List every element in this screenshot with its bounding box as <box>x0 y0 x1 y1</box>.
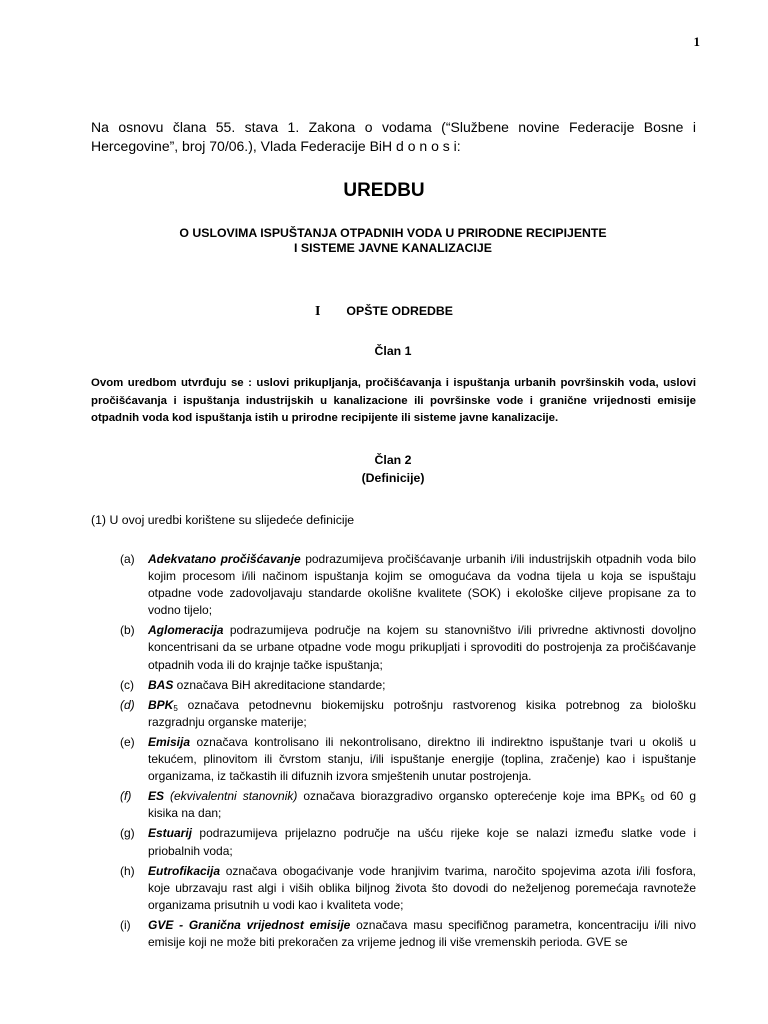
definition-text: označava biorazgradivo organsko opterećenje koje ima BPK <box>297 789 641 804</box>
section-title: OPŠTE ODREDBE <box>346 304 454 318</box>
definition-term: Emisija <box>148 734 191 749</box>
definition-item <box>120 551 696 619</box>
definition-marker: (d) <box>120 697 135 712</box>
definition-text: označava petodnevnu biokemijsku potrošnju rastvorenog kisika potrebnog za biološku razgradnju organske materije; <box>148 697 696 729</box>
definition-term: BPK <box>148 697 174 712</box>
definition-item <box>120 917 696 951</box>
definition-term-note: (ekvivalentni stanovnik) <box>164 789 298 804</box>
definition-text: označava obogaćivanje vode hranjivim tvarima, naročito spojevima azota i/ili fosfora, koje ubrzavaju rast algi i viših oblika biljnog života što dovodi do neželjenog poremećaja ravnoteže organizama prisutnih u vodi kao i kvaliteta vode; <box>148 863 696 912</box>
definition-marker: (c) <box>120 677 134 692</box>
article-1-text: Ovom uredbom utvrđuju se : uslovi prikupljanja, pročišćavanja i ispuštanja urbanih površinskih voda, uslovi pročišćavanja i ispuštanja industrijskih u kanalizacione ili površinske vode i granične vrijednosti emisije otpadnih voda kod ispuštanja istih u prirodne recipijente ili sisteme javne kanalizacije. <box>91 377 696 424</box>
definition-text: podrazumijeva pročišćavanje urbanih i/ili industrijskih otpadnih voda bilo kojim procesom i/ili načinom ispuštanja kojim se omogućava da vodna tijela u koja se ispuštaju otpadne vode zadovoljavaju standarde okolišne kvalitete (SOK) i ekološke ciljeve propisane za to vodno tijelo; <box>148 552 697 618</box>
subtitle-line-1: O USLOVIMA ISPUŠTANJA OTPADNIH VODA U PRIRODNE RECIPIJENTE <box>179 226 607 240</box>
article-1-heading: Član 1 <box>374 344 412 358</box>
definition-text: podrazumijeva područje na kojem su stanovništvo i/ili privredne aktivnosti dovoljno koncentrisani da se urbane otpadne vode mogu prikupljati i sprovoditi do postrojenja za pročišćavanje otpadnih voda ili do krajnje tačke ispuštanja; <box>148 623 696 672</box>
definition-term: GVE - Granična vrijednost emisije <box>148 917 351 932</box>
definition-marker: (i) <box>120 917 131 932</box>
document-subtitle <box>0 226 768 256</box>
document-title: UREDBU <box>343 180 425 201</box>
definition-text: označava BiH akreditacione standarde; <box>173 677 386 692</box>
definition-term-subscript: 5 <box>173 703 178 713</box>
definition-item <box>120 677 696 694</box>
definition-item <box>120 622 696 673</box>
definition-marker: (f) <box>120 789 132 804</box>
definition-marker: (h) <box>120 863 135 878</box>
page-number: 1 <box>693 34 700 49</box>
definition-item <box>120 788 696 822</box>
definition-text-continued: od 60 g kisika na dan; <box>148 789 697 821</box>
definition-term: ES <box>148 789 165 804</box>
definition-term: Aglomeracija <box>148 623 224 638</box>
definition-marker: (g) <box>120 826 135 841</box>
intro-paragraph: Na osnovu člana 55. stava 1. Zakona o vodama (“Službene novine Federacije Bosne i Hercegovine”, broj 70/06.), Vlada Federacije BiH d o n o s i: <box>91 119 696 154</box>
definitions-list <box>120 551 696 954</box>
section-number: I <box>314 304 321 319</box>
definition-item <box>120 863 696 914</box>
article-2-title: Član 2 <box>374 453 412 467</box>
article-2-subheading: (Definicije) <box>361 471 425 485</box>
section-heading <box>0 304 768 320</box>
definition-text: označava masu specifičnog parametra, koncentraciju i/ili nivo emisije koji ne može biti prekoračen za vrijeme jednog ili više vremenskih perioda. GVE se <box>148 917 697 949</box>
definition-marker: (b) <box>120 623 135 638</box>
definition-text: podrazumijeva prijelazno područje na ušću rijeke koje se nalazi između slatke vode i priobalnih voda; <box>148 826 696 858</box>
article-2-paragraph-1: (1) U ovoj uredbi korištene su slijedeće definicije <box>91 513 355 527</box>
definition-item <box>120 697 696 731</box>
definition-term: Adekvatano pročišćavanje <box>148 552 301 566</box>
definition-item <box>120 825 696 859</box>
definition-term: Eutrofikacija <box>148 863 221 878</box>
definition-marker: (a) <box>120 552 135 566</box>
article-2-heading <box>0 451 768 487</box>
definition-term: Estuarij <box>148 826 193 841</box>
definition-marker: (e) <box>120 734 135 749</box>
definition-text-subscript: 5 <box>640 795 645 805</box>
subtitle-line-2: I SISTEME JAVNE KANALIZACIJE <box>294 241 492 255</box>
definition-item <box>120 734 696 785</box>
definition-text: označava kontrolisano ili nekontrolisano, direktno ili indirektno ispuštanje tvari u okoliš u tekućem, plinovitom ili čvrstom stanju, i/ili ispuštanje energije (toplina, zračenje) kao i ispuštanje organizama, iz tačkastih ili difuznih izvora smještenih unutar postrojenja. <box>148 734 696 784</box>
definition-term: BAS <box>148 677 174 692</box>
